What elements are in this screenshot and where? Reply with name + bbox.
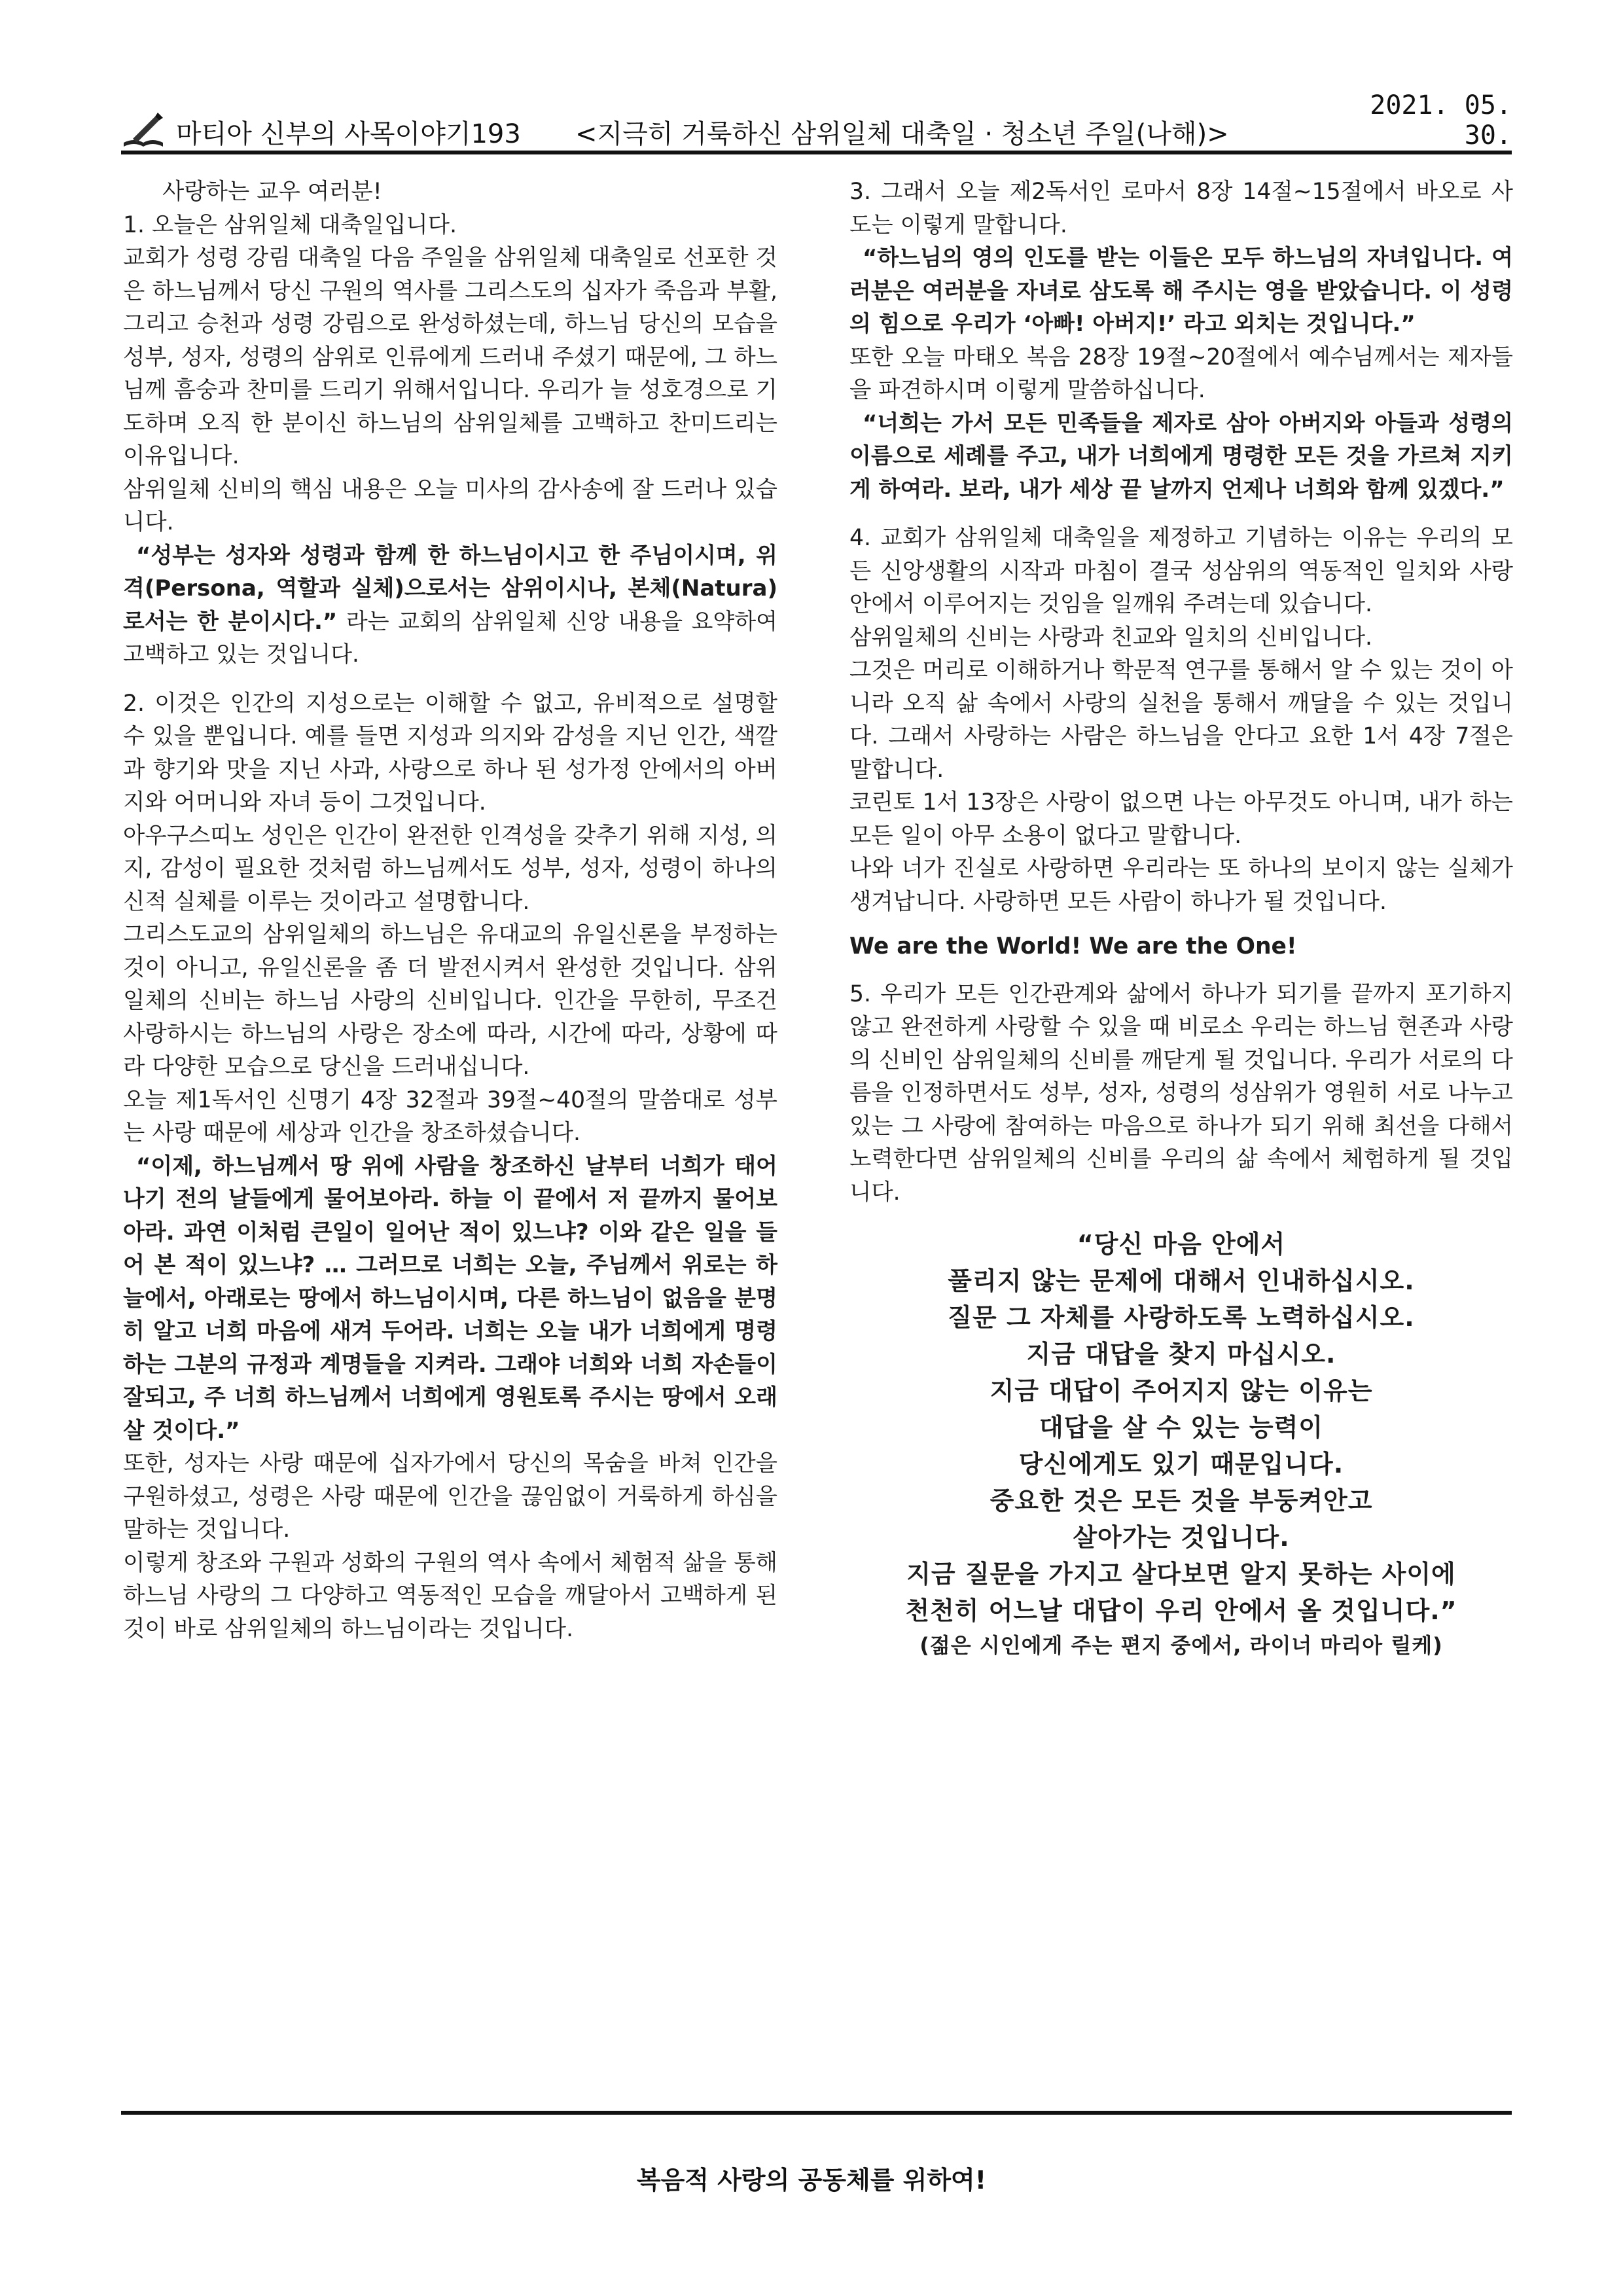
left-column [123, 175, 777, 1645]
footer-slogan: 복음적 사랑의 공동체를 위하여! [636, 2166, 987, 2195]
section-4-paragraph-3: 그것은 머리로 이해하거나 학문적 연구를 통해서 알 수 있는 것이 아니라 오직 삶 속에서 사랑의 실천을 통해서 깨달을 수 있는 것입니다. 그래서 사랑하는 사람은 하느님을 안다고 요한 1서 4장 7절은 말합니다. [849, 657, 1513, 783]
preface-quote: “성부는 성자와 성령과 함께 한 하느님이시고 한 주님이시며, 위격(Persona, 역할과 실체)으로서는 삼위이시나, 본체(Natura)로서는 한 분이시다.” [123, 542, 777, 635]
quote-line: 중요한 것은 모든 것을 부둥켜안고 [990, 1486, 1373, 1515]
section-5-paragraph: 5. 우리가 모든 인간관계와 삶에서 하나가 되기를 끝까지 포기하지 않고 완전하게 사랑할 수 있을 때 비로소 우리는 하느님 현존과 사랑의 신비인 삼위일체의 신비를 깨닫게 될 것입니다. 우리가 서로의 다름을 인정하면서도 성부, 성자, 성령의 성삼위가 영원히 서로 나누고 있는 그 사랑에 참여하는 마음으로 하나가 되기 위해 최선을 다해서 노력한다면 삼위일체의 신비를 우리의 삶 속에서 체험하게 될 것입니다. [849, 980, 1513, 1206]
section-2-paragraph-4: 오늘 제1독서인 신명기 4장 32절과 39절~40절의 말씀대로 성부는 사랑 때문에 세상과 인간을 창조하셨습니다. [123, 1086, 777, 1146]
series-title: 마티아 신부의 사목이야기193 [176, 119, 521, 149]
quote-line: 살아가는 것입니다. [1073, 1523, 1290, 1552]
right-column [849, 175, 1513, 1662]
rilke-quote [849, 1226, 1513, 1662]
footer-rule [121, 2111, 1512, 2115]
section-2-paragraph-5: 또한, 성자는 사랑 때문에 십자가에서 당신의 목숨을 바쳐 인간을 구원하셨고, 성령은 사랑 때문에 인간을 끊임없이 거룩하게 하심을 말하는 것입니다. [123, 1450, 777, 1543]
quote-line: 지금 질문을 가지고 살다보면 알지 못하는 사이에 [906, 1560, 1456, 1588]
header-rule [121, 151, 1512, 154]
quote-line: 대답을 살 수 있는 능력이 [1039, 1413, 1323, 1442]
section-1-paragraph-1: 교회가 성령 강림 대축일 다음 주일을 삼위일체 대축일로 선포한 것은 하느님께서 당신 구원의 역사를 그리스도의 십자가 죽음과 부활, 그리고 승천과 성령 강림으로 완성하셨는데, 하느님 당신의 모습을 성부, 성자, 성령의 삼위로 인류에게 드러내 주셨기 때문에, 그 하느님께 흠숭과 찬미를 드리기 위해서입니다. 우리가 늘 성호경으로 기도하며 오직 한 분이신 하느님의 삼위일체를 고백하고 찬미드리는 이유입니다. [123, 245, 777, 469]
pen-and-book-icon [121, 111, 167, 151]
quote-line: “당신 마음 안에서 [1077, 1230, 1286, 1259]
quote-line: 당신에게도 있기 때문입니다. [1018, 1450, 1344, 1479]
section-2-paragraph-3: 그리스도교의 삼위일체의 하느님은 유대교의 유일신론을 부정하는 것이 아니고, 유일신론을 좀 더 발전시켜서 완성한 것입니다. 삼위일체의 신비는 하느님 사랑의 신비입니다. 인간을 무한히, 무조건 사랑하시는 하느님의 사랑은 장소에 따라, 시간에 따라, 상황에 따라 다양한 모습으로 당신을 드러내십니다. [123, 922, 777, 1080]
matthew-quote: “너희는 가서 모든 민족들을 제자로 삼아 아버지와 아들과 성령의 이름으로 세례를 주고, 내가 너희에게 명령한 모든 것을 가르쳐 지키게 하여라. 보라, 내가 세상 끝 날까지 언제나 너희와 함께 있겠다.” [849, 410, 1513, 503]
section-1-heading: 1. 오늘은 삼위일체 대축일입니다. [123, 211, 457, 238]
english-slogan: We are the World! We are the One! [849, 933, 1297, 960]
quote-line: 천천히 어느날 대답이 우리 안에서 올 것입니다.” [905, 1596, 1457, 1625]
issue-date: 2021. 05. 30. [1370, 90, 1512, 151]
section-2-paragraph-6: 이렇게 창조와 구원과 성화의 구원의 역사 속에서 체험적 삶을 통해 하느님 사랑의 그 다양하고 역동적인 모습을 깨달아서 고백하게 된 것이 바로 삼위일체의 하느님이라는 것입니다. [123, 1549, 777, 1642]
section-4-paragraph-5: 나와 너가 진실로 사랑하면 우리라는 또 하나의 보이지 않는 실체가 생겨납니다. 사랑하면 모든 사람이 하나가 될 것입니다. [849, 855, 1513, 915]
quote-line: 지금 대답을 찾지 마십시오. [1026, 1340, 1336, 1369]
section-4-paragraph-4: 코린토 1서 13장은 사랑이 없으면 나는 아무것도 아니며, 내가 하는 모든 일이 아무 소용이 없다고 말합니다. [849, 789, 1513, 849]
section-2-paragraph-2: 아우구스띠노 성인은 인간이 완전한 인격성을 갖추기 위해 지성, 의지, 감성이 필요한 것처럼 하느님께서도 성부, 성자, 성령이 하나의 신적 실체를 이루는 것이라고 설명합니다. [123, 822, 777, 915]
section-3-paragraph-1: 또한 오늘 마태오 복음 28장 19절~20절에서 예수님께서는 제자들을 파견하시며 이렇게 말씀하십니다. [849, 344, 1513, 403]
quote-line: 풀리지 않는 문제에 대해서 인내하십시오. [948, 1266, 1415, 1295]
section-2-paragraph-1: 2. 이것은 인간의 지성으로는 이해할 수 없고, 유비적으로 설명할 수 있을 뿐입니다. 예를 들면 지성과 의지와 감성을 지닌 인간, 색깔과 향기와 맛을 지닌 사과, 사랑으로 하나 된 성가정 안에서의 아버지와 어머니와 자녀 등이 그것입니다. [123, 690, 777, 816]
preface-quote-tail: 라는 교회의 삼위일체 신앙 내용을 요약하여 고백하고 있는 것입니다. [123, 608, 778, 668]
deuteronomy-quote: “이제, 하느님께서 땅 위에 사람을 창조하신 날부터 너희가 태어나기 전의 날들에게 물어보아라. 하늘 이 끝에서 저 끝까지 물어보아라. 과연 이처럼 큰일이 일어난 적이 있느냐? 이와 같은 일을 들어 본 적이 있느냐? … 그러므로 너희는 오늘, 주님께서 위로는 하늘에서, 아래로는 땅에서 하느님이시며, 다른 하느님이 없음을 분명히 알고 너희 마음에 새겨 두어라. 너희는 오늘 내가 너희에게 명령하는 그분의 규정과 계명들을 지켜라. 그래야 너희와 너희 자손들이 잘되고, 주 너희 하느님께서 너희에게 영원토록 주시는 땅에서 오래 살 것이다.” [123, 1153, 777, 1444]
section-4-paragraph-1: 4. 교회가 삼위일체 대축일을 제정하고 기념하는 이유는 우리의 모든 신앙생활의 시작과 마침이 결국 성삼위의 역동적인 일치와 사랑 안에서 이루어지는 것임을 일깨워 주려는데 있습니다. [849, 525, 1513, 617]
feast-title: <지극히 거룩하신 삼위일체 대축일 · 청소년 주일(나해)> [575, 119, 1229, 149]
section-3-heading: 3. 그래서 오늘 제2독서인 로마서 8장 14절~15절에서 바오로 사도는 이렇게 말합니다. [849, 179, 1513, 238]
quote-line: 지금 대답이 주어지지 않는 이유는 [990, 1376, 1373, 1405]
page-header [121, 90, 1512, 151]
greeting: 사랑하는 교우 여러분! [162, 179, 382, 205]
section-4-paragraph-2: 삼위일체의 신비는 사랑과 친교와 일치의 신비입니다. [849, 624, 1372, 651]
romans-quote: “하느님의 영의 인도를 받는 이들은 모두 하느님의 자녀입니다. 여러분은 여러분을 자녀로 삼도록 해 주시는 영을 받았습니다. 이 성령의 힘으로 우리가 ‘아빠! 아버지!’ 라고 외치는 것입니다.” [849, 245, 1513, 337]
quote-citation: (젊은 시인에게 주는 편지 중에서, 라이너 마리아 릴케) [919, 1633, 1443, 1658]
quote-line: 질문 그 자체를 사랑하도록 노력하십시오. [948, 1303, 1415, 1332]
preface-quote-paragraph [123, 539, 777, 672]
section-1-paragraph-2: 삼위일체 신비의 핵심 내용은 오늘 미사의 감사송에 잘 드러나 있습니다. [123, 476, 777, 535]
